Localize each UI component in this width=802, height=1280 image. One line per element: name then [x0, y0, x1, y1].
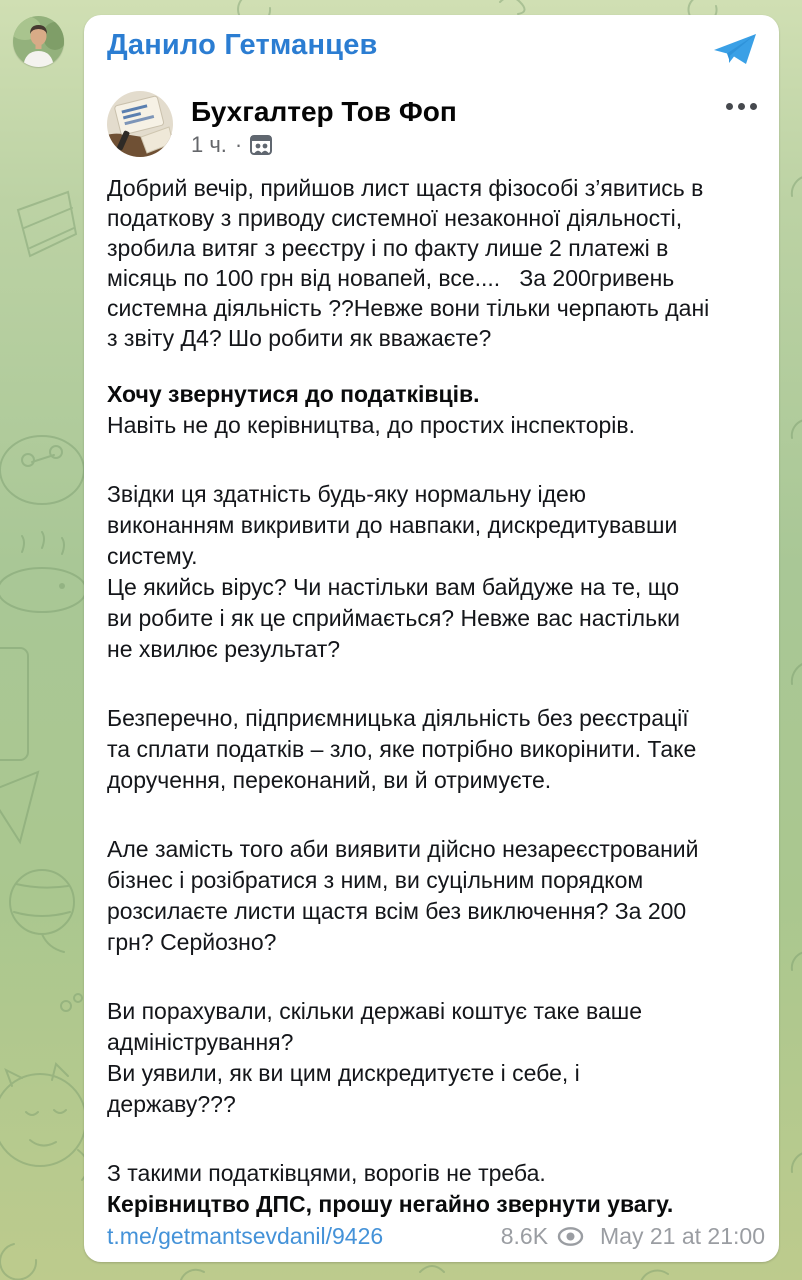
text-line: доручення, переконаний, ви й отримуєте. — [107, 767, 552, 793]
ellipsis-icon[interactable] — [726, 103, 767, 110]
message-bubble — [84, 15, 779, 1262]
text-line: Звідки ця здатність будь-яку нормальну ідею — [107, 481, 587, 507]
text-line: Керівництво ДПС, прошу негайно звернути увагу. — [107, 1191, 674, 1217]
text-line: Ви уявили, як ви цим дискредитуєте і себе, і — [107, 1060, 580, 1086]
post-link[interactable]: t.me/getmantsevdanil/9426 — [107, 1223, 384, 1249]
embedded-post-meta — [191, 132, 457, 158]
text-line: з звіту Д4? Шо робити як вважаєте? — [107, 325, 492, 351]
text-line: не хвилює результат? — [107, 636, 341, 662]
text-line: Навіть не до керівництва, до простих інспекторів. — [107, 412, 636, 438]
documents-avatar-image — [107, 91, 173, 157]
text-line: З такими податківцями, ворогів не треба. — [107, 1160, 546, 1186]
embedded-post-time: 1 ч. — [191, 132, 227, 157]
paper-plane-icon[interactable] — [713, 33, 757, 66]
text-blank-line — [107, 665, 767, 703]
text-line: ви робите і як це сприймається? Невже вас настільки — [107, 605, 680, 631]
text-line: державу??? — [107, 1091, 236, 1117]
text-line: виконанням викривити до навпаки, дискредитувавши — [107, 512, 678, 538]
eye-icon — [557, 1227, 584, 1246]
footer-meta — [501, 1223, 767, 1250]
channel-avatar-image — [13, 16, 64, 67]
message-footer — [107, 1223, 767, 1250]
text-line: місяць по 100 грн від новапей, все.... За 200гривень — [107, 265, 675, 291]
text-line: Ви порахували, скільки державі коштує таке ваше — [107, 998, 643, 1024]
text-line: системна діяльність ??Невже вони тільки черпають дані — [107, 295, 710, 321]
text-line: Добрий вечір, прийшов лист щастя фізособі з’явитись в — [107, 175, 704, 201]
meta-separator: · — [234, 132, 243, 157]
channel-avatar[interactable] — [13, 16, 64, 67]
text-line: розсилаєте листи щастя всім без виключення? За 200 — [107, 898, 687, 924]
embedded-post-author-block — [191, 97, 457, 158]
group-privacy-icon — [250, 135, 272, 155]
text-line: податкову з приводу системної незаконної діяльності, — [107, 205, 683, 231]
text-line: та сплати податків – зло, яке потрібно викорінити. Таке — [107, 736, 697, 762]
text-line: адміністрування? — [107, 1029, 294, 1055]
embedded-post-author: Бухгалтер Тов Фоп — [191, 96, 457, 127]
text-blank-line — [107, 441, 767, 479]
views-count: 8.6K — [500, 1223, 549, 1249]
text-line: Але замість того аби виявити дійсно незареєстрований — [107, 836, 699, 862]
text-line: Безперечно, підприємницька діяльність без реєстрації — [107, 705, 689, 731]
text-line: систему. — [107, 543, 198, 569]
post-date: May 21 at 21:00 — [600, 1223, 765, 1249]
embedded-post-header — [107, 91, 767, 158]
channel-title[interactable]: Данило Гетманцев — [107, 29, 378, 61]
text-blank-line — [107, 1120, 767, 1158]
embedded-post-text — [107, 173, 767, 353]
text-line: Хочу звернутися до податківців. — [107, 381, 480, 407]
embedded-post-avatar — [107, 91, 173, 157]
text-line: зробила витяг з реєстру і по факту лише 2 платежі в — [107, 235, 669, 261]
text-line: грн? Серйозно? — [107, 929, 277, 955]
text-line: Це якийсь вірус? Чи настільки вам байдуже на те, що — [107, 574, 680, 600]
text-blank-line — [107, 796, 767, 834]
text-blank-line — [107, 958, 767, 996]
text-line: бізнес і розібратися з ним, ви суцільним порядком — [107, 867, 644, 893]
caption-text — [107, 379, 767, 1220]
